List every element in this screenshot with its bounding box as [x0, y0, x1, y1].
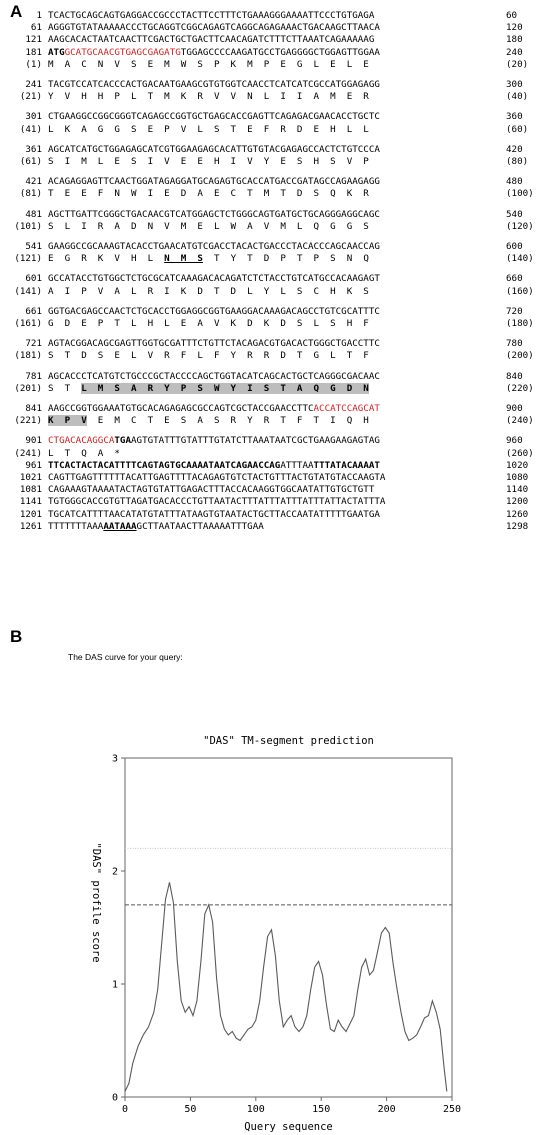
sequence-text — [48, 286, 369, 298]
sequence-segment: GCTTAATAACTTAAAAATTTGAA — [136, 520, 264, 532]
sequence-text — [48, 509, 380, 521]
sequence-segment: TGTGGGCACCGTGTTAGATGACACCCTGTTAATACTTTATTTATTTATTTATTACTATTTA — [48, 496, 386, 508]
sequence-row — [0, 338, 550, 350]
position-end: 540 — [506, 208, 523, 220]
sequence-segment: GCCATACCTGTGGCTCTGCGCATCAAAGACACAGATCTCTACCTGTCATGCCACAAGAGT — [48, 273, 380, 285]
position-end: (180) — [506, 318, 534, 329]
position-start: 1081 — [19, 484, 42, 496]
y-axis-label: "DAS" profile score — [90, 842, 102, 963]
das-caption: The DAS curve for your query: — [68, 652, 183, 662]
x-tick-label: 50 — [184, 1104, 197, 1115]
sequence-text — [48, 253, 369, 265]
sequence-text — [48, 144, 380, 156]
sequence-row — [0, 253, 550, 265]
sequence-text — [48, 241, 380, 253]
sequence-row — [0, 306, 550, 318]
position-end: 240 — [506, 46, 523, 58]
x-tick-label: 0 — [121, 1104, 129, 1115]
sequence-text — [48, 496, 385, 508]
sequence-segment: CAGTTGAGTTTTTTACATTGAGTTTTACAGAGTGTCTACTGTTTACTGTATGTACCAAGTA — [48, 472, 386, 483]
position-start: (1) — [25, 58, 42, 70]
sequence-segment: ATTTAA — [280, 459, 314, 471]
x-tick-label: 150 — [312, 1104, 331, 1115]
position-start: 121 — [25, 34, 42, 46]
sequence-row — [0, 10, 550, 22]
position-end: (220) — [506, 382, 534, 394]
sequence-text — [48, 124, 369, 136]
sequence-segment: M A C N V S E M W S P K M P E G L E L E — [48, 58, 369, 70]
sequence-text — [48, 273, 380, 285]
panel-b-label: B — [10, 627, 23, 646]
sequence-segment: TTTTTTTAAA — [48, 520, 104, 532]
sequence-segment: TTTATACAAAAT — [313, 459, 380, 471]
sequence-segment: N M S — [164, 253, 203, 265]
sequence-segment: A I P V A L R I K D T D L Y L S C H K S — [48, 285, 369, 297]
sequence-row — [0, 124, 550, 136]
sequence-row — [0, 22, 550, 34]
position-start: 181 — [25, 46, 42, 58]
sequence-row — [0, 156, 550, 168]
position-start: (141) — [14, 285, 42, 297]
position-start: 301 — [25, 111, 42, 123]
sequence-text — [48, 484, 374, 496]
position-end: 480 — [506, 176, 523, 188]
sequence-text — [48, 209, 380, 221]
sequence-text — [48, 91, 369, 103]
sequence-text — [48, 472, 385, 484]
sequence-row — [0, 111, 550, 123]
position-end: (160) — [506, 285, 534, 297]
position-start: (221) — [14, 415, 42, 427]
sequence-segment: S T — [48, 382, 82, 394]
sequence-row — [0, 79, 550, 91]
sequence-segment: G D E P T L H L E A V K D K D S L S H F — [48, 318, 369, 329]
sequence-segment: AAGCCGGTGGAAATGTGCACAGAGAGCGCCAGTCGCTACCGAACCTTC — [48, 403, 314, 414]
sequence-row — [0, 435, 550, 447]
sequence-segment: CTGACACAGGCA — [48, 435, 115, 447]
sequence-text — [48, 306, 380, 318]
position-end: 840 — [506, 370, 523, 382]
x-tick-label: 200 — [377, 1104, 396, 1115]
sequence-row — [0, 350, 550, 362]
position-start: 901 — [25, 435, 42, 447]
sequence-text — [48, 221, 369, 233]
sequence-row — [0, 460, 550, 472]
sequence-row — [0, 241, 550, 253]
sequence-segment: AAGCACACTAATCAACTTCGACTGCTGACTTCAACAGATCTTTCTTAAATCAGAAAAAG — [48, 34, 375, 46]
position-start: 721 — [25, 338, 42, 350]
position-end: 420 — [506, 143, 523, 155]
position-end: 720 — [506, 305, 523, 317]
sequence-segment: E G R K V H L — [48, 253, 165, 265]
position-end: 120 — [506, 22, 523, 34]
position-end: (40) — [506, 91, 529, 103]
position-start: 661 — [25, 305, 42, 317]
sequence-segment: E M C T E S A S R Y R T F T I Q H — [86, 415, 369, 427]
x-axis-label: Query sequence — [244, 1121, 333, 1133]
sequence-text — [48, 10, 374, 22]
sequence-segment: S T D S E L V R F L F Y R R D T G L T F — [48, 350, 369, 362]
sequence-segment: GAAGGCCGCAAAGTACACCTGAACATGTCGACCTACACTGACCCTACACCCAGCAACCAG — [48, 241, 380, 252]
position-start: (161) — [14, 318, 42, 329]
x-tick-label: 250 — [442, 1104, 462, 1115]
position-start: 541 — [25, 241, 42, 252]
position-start: 481 — [25, 208, 42, 220]
position-end: (200) — [506, 350, 534, 362]
y-tick-label: 3 — [111, 753, 118, 765]
position-start: 1 — [36, 10, 42, 21]
sequence-segment: L T Q A * — [48, 447, 120, 459]
sequence-segment: TGCATCATTTTAACATATGTATTTATAAGTGTAATACTGCTTACCAATATTTTTGAATGA — [48, 508, 380, 520]
chart-title: "DAS" TM-segment prediction — [203, 735, 374, 747]
sequence-row — [0, 176, 550, 188]
sequence-row — [0, 91, 550, 103]
position-start: 601 — [25, 273, 42, 285]
position-end: 1260 — [506, 508, 529, 520]
sequence-segment: T E E F N W I E D A E C T M T D S Q K R — [48, 188, 369, 200]
position-end: 900 — [506, 403, 523, 414]
sequence-segment: K P V — [48, 415, 87, 427]
das-profile-line — [125, 882, 447, 1091]
position-end: (260) — [506, 447, 534, 459]
position-end: 1080 — [506, 472, 529, 483]
position-start: 1021 — [19, 472, 42, 483]
sequence-row — [0, 383, 550, 395]
sequence-row — [0, 209, 550, 221]
position-end: 780 — [506, 338, 523, 350]
sequence-row — [0, 521, 550, 533]
position-end: 360 — [506, 111, 523, 123]
position-start: 961 — [25, 459, 42, 471]
sequence-text — [48, 318, 369, 330]
sequence-text — [48, 371, 380, 383]
position-end: 300 — [506, 79, 523, 90]
sequence-row — [0, 34, 550, 46]
sequence-text — [48, 188, 369, 200]
sequence-text — [48, 460, 380, 472]
sequence-segment: AATAAA — [103, 520, 137, 532]
sequence-segment: TACGTCCATCACCCACTGACAATGAAGCGTGTGGTCAACCTCATCATCGCCATGGAGAGG — [48, 79, 380, 90]
position-start: 781 — [25, 370, 42, 382]
sequence-segment: GGTGACGAGCCAACTCTGCACCTGGAGGCGGTGAAGGACAAAGACAGCCTGTCGCATTTC — [48, 305, 380, 317]
position-start: (101) — [14, 220, 42, 232]
sequence-segment: AGTGTATTTGTATTTGTATCTTAAATAATCGCTGAAGAAGAGTAG — [131, 435, 380, 447]
sequence-segment: CTGAAGGCCGGCGGGTCAGAGCCGGTGCTGAGCACCGAGTTCAGAGACGAACACCTGCTC — [48, 111, 380, 123]
position-start: (81) — [19, 188, 42, 200]
position-end: 1140 — [506, 484, 529, 496]
position-start: 1261 — [19, 520, 42, 532]
sequence-row — [0, 448, 550, 460]
position-end: (60) — [506, 123, 529, 135]
y-tick-label: 0 — [111, 1092, 118, 1104]
sequence-text — [48, 47, 380, 59]
sequence-text — [48, 176, 380, 188]
sequence-segment: S L I R A D N V M E L W A V M L Q G G S — [48, 220, 369, 232]
sequence-segment: CAGAAAGTAAAATACTAGTGTATTGAGACTTTACCACAAGGTGGCAATATTGTGCTGTT — [48, 484, 375, 496]
plot-frame — [125, 758, 452, 1097]
sequence-segment: ACCATCCAGCAT — [313, 403, 380, 414]
sequence-segment: ACAGAGGAGTTCAACTGGATAGAGGATGCAGAGTGCACCATGACCGATAGCCAGAAGAGG — [48, 176, 380, 188]
sequence-segment: AGCATCATGCTGGAGAGCATCGTGGAAGAGCACATTGTGTACGAGAGCCACTCTGTCCCA — [48, 143, 380, 155]
sequence-segment: TGA — [114, 435, 131, 447]
sequence-segment: AGCACCCTCATGTCTGCCCGCTACCCCAGCTGGTACATCAGCACTGCTCAGGGCGACAAC — [48, 370, 380, 382]
sequence-row — [0, 221, 550, 233]
sequence-text — [48, 403, 380, 415]
position-start: (61) — [19, 156, 42, 167]
position-end: (100) — [506, 188, 534, 200]
position-end: 660 — [506, 273, 523, 285]
sequence-text — [48, 350, 369, 362]
position-end: (140) — [506, 253, 534, 265]
position-start: 1201 — [19, 508, 42, 520]
das-chart — [0, 652, 550, 1135]
sequence-text — [48, 435, 380, 447]
sequence-segment: L M S A R Y P S W Y I S T A Q G D N — [81, 382, 369, 394]
position-start: (21) — [19, 91, 42, 103]
position-start: 1141 — [19, 496, 42, 508]
sequence-row — [0, 509, 550, 521]
position-start: 361 — [25, 143, 42, 155]
position-end: (20) — [506, 58, 529, 70]
position-start: (121) — [14, 253, 42, 265]
sequence-text — [48, 59, 369, 71]
sequence-segment: T Y T D P T P S N Q — [202, 253, 369, 265]
sequence-text — [48, 338, 380, 350]
position-start: 421 — [25, 176, 42, 188]
sequence-text — [48, 415, 369, 427]
sequence-text — [48, 448, 120, 460]
position-end: (120) — [506, 220, 534, 232]
sequence-text — [48, 156, 369, 168]
sequence-row — [0, 371, 550, 383]
sequence-row — [0, 144, 550, 156]
sequence-row — [0, 496, 550, 508]
sequence-segment: TGGAGCCCCAAGATGCCTGAGGGGCTGGAGTTGGAA — [180, 46, 380, 58]
position-start: 241 — [25, 79, 42, 90]
position-end: 60 — [506, 10, 518, 21]
sequence-row — [0, 59, 550, 71]
sequence-row — [0, 47, 550, 59]
position-end: 1200 — [506, 496, 529, 508]
panel-a-label: A — [10, 2, 23, 21]
sequence-segment: ATG — [48, 46, 65, 58]
position-end: 1298 — [506, 520, 529, 532]
sequence-row — [0, 286, 550, 298]
position-end: 600 — [506, 241, 523, 252]
sequence-segment: S I M L E S I V E E H I V Y E S H S V P — [48, 156, 369, 167]
position-start: (201) — [14, 382, 42, 394]
y-tick-label: 1 — [111, 979, 118, 991]
position-start: (241) — [14, 447, 42, 459]
sequence-row — [0, 415, 550, 427]
position-start: (41) — [19, 123, 42, 135]
sequence-text — [48, 521, 264, 533]
sequence-text — [48, 79, 380, 91]
position-start: (181) — [14, 350, 42, 362]
sequence-segment: GCATGCAACGTGAGCGAGATG — [64, 46, 181, 58]
position-end: (80) — [506, 156, 529, 167]
sequence-segment: AGTACGGACAGCGAGTTGGTGCGATTTCTGTTCTACAGACGTGACACTGGGCTGACCTTC — [48, 338, 380, 350]
sequence-row — [0, 273, 550, 285]
sequence-segment: L K A G G S E P V L S T E F R D E H L L — [48, 123, 369, 135]
sequence-row — [0, 484, 550, 496]
sequence-segment: Y V H H P L T M K R V V N L I I A M E R — [48, 91, 369, 103]
sequence-row — [0, 403, 550, 415]
sequence-segment: TTCACTACTACATTTTCAGTAGTGCAAAATAATCAGAACCAG — [48, 459, 281, 471]
sequence-text — [48, 111, 380, 123]
position-end: 1020 — [506, 459, 529, 471]
position-end: (240) — [506, 415, 534, 427]
position-start: 61 — [30, 22, 42, 34]
x-tick-label: 100 — [246, 1104, 265, 1115]
position-end: 960 — [506, 435, 523, 447]
das-figure — [0, 652, 550, 1135]
sequence-text — [48, 34, 374, 46]
position-start: 841 — [25, 403, 42, 414]
sequence-row — [0, 472, 550, 484]
sequence-segment: AGGGTGTATAAAAACCCTGCAGGTCGGCAGAGTCAGGCAGAGAAACTGACAAGCTTAACA — [48, 22, 380, 34]
sequence-segment: TCACTGCAGCAGTGAGGACCGCCCTACTTCCTTTCTGAAAGGGAAAATTCCCTGTGAGA — [48, 10, 375, 21]
sequence-row — [0, 318, 550, 330]
y-tick-label: 2 — [111, 866, 118, 878]
sequence-text — [48, 22, 380, 34]
sequence-row — [0, 188, 550, 200]
sequence-segment: AGCTTGATTCGGGCTGACAACGTCATGGAGCTCTGGGCAGTGATGCTGCAGGGAGGCAGC — [48, 208, 380, 220]
sequence-text — [48, 383, 369, 395]
position-end: 180 — [506, 34, 523, 46]
